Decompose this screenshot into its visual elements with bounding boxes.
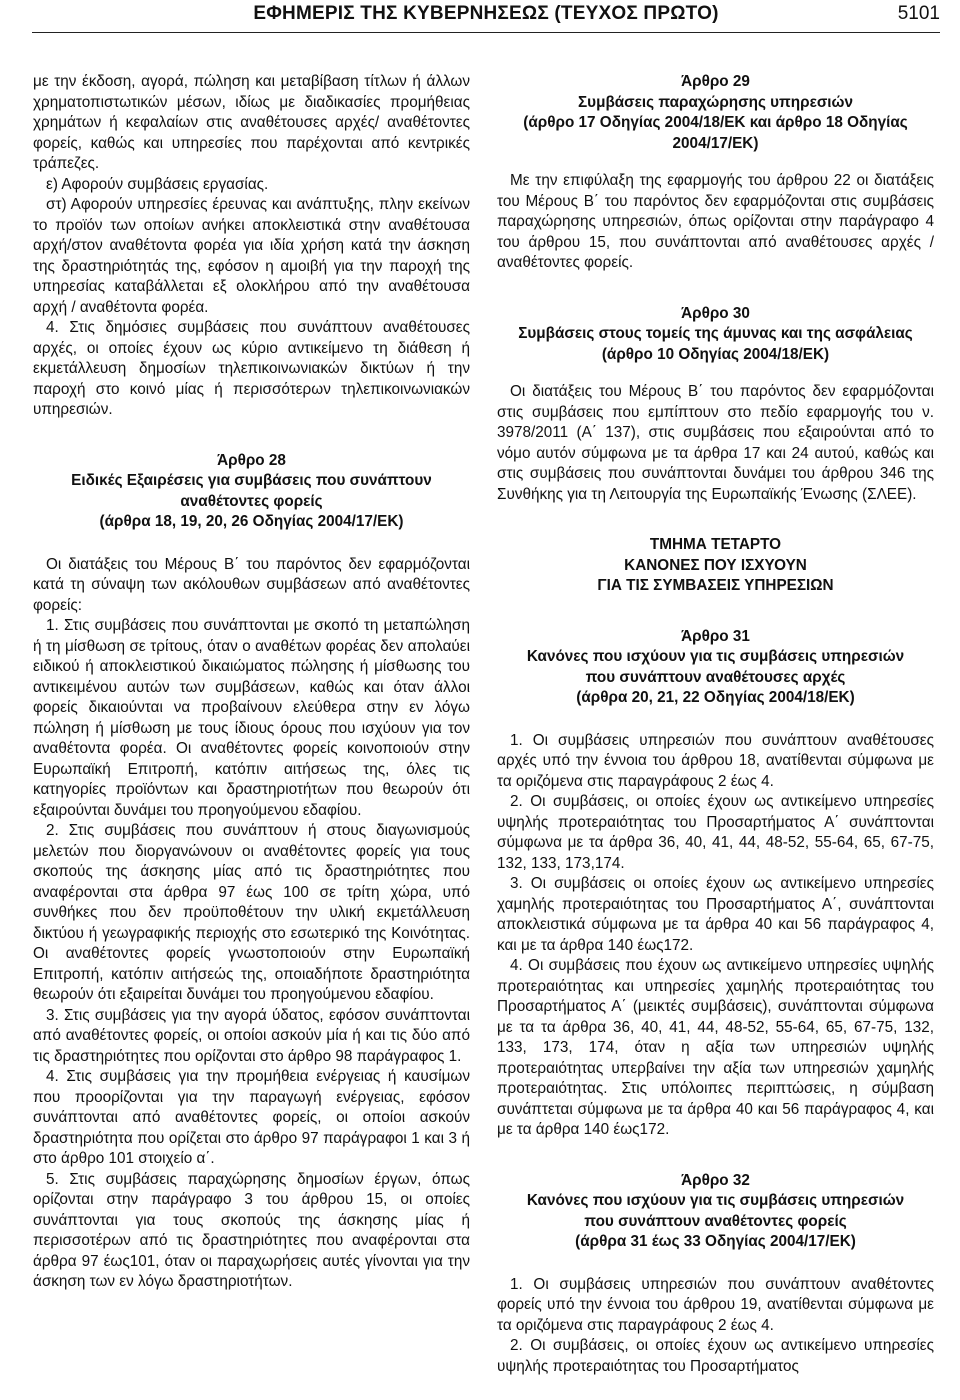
gazette-title: ΕΦΗΜΕΡΙΣ ΤΗΣ ΚΥΒΕΡΝΗΣΕΩΣ (ΤΕΥΧΟΣ ΠΡΩΤΟ) xyxy=(253,3,719,24)
article-title: Συμβάσεις παραχώρησης υπηρεσιών xyxy=(578,93,853,111)
section-title: ΓΙΑ ΤΙΣ ΣΥΜΒΑΣΕΙΣ ΥΠΗΡΕΣΙΩΝ xyxy=(597,577,834,594)
paragraph: 2. Οι συμβάσεις, οι οποίες έχουν ως αντικείμενο υπηρεσίες υψηλής προτεραιότητας του Προσαρτήματος Α΄ συνάπτονται σύμφωνα με τα άρθρα 36, 40, 41, 44, 48-52, 55-64, 65, 67-75, 132, 133, 173,174. xyxy=(497,793,934,872)
paragraph: 1. Οι συμβάσεις υπηρεσιών που συνάπτουν αναθέτουσες αρχές υπό την έννοια του άρθρου 18, ανατίθενται σύμφωνα με τα οριζόμενα στις παραγράφους 2 έως 4. xyxy=(497,731,934,790)
paragraph: 3. Οι συμβάσεις οι οποίες έχουν ως αντικείμενο υπηρεσίες χαμηλής προτεραιότητας του Προσαρτήματος Α΄, συνάπτονται αποκλειστικά σύμφωνα με τα άρθρα 40 και 56 παράγραφος 4, και με τα άρθρα 140 έως172. xyxy=(497,875,934,954)
paragraph: με την έκδοση, αγορά, πώληση και μεταβίβαση τίτλων ή άλλων χρηματοπιστωτικών μέσων, ιδίως με διαδικασίες προμήθειας χρημάτων ή κεφαλαίων στις αναθέτουσες αρχές/ αναθέτοντες φορείς, καθώς και υπηρεσίες που παρέχονται από κεντρικές τράπεζες. xyxy=(33,73,470,172)
paragraph: 1. Στις συμβάσεις που συνάπτονται με σκοπό τη μεταπώληση ή τη μίσθωση σε τρίτους, όταν ο αναθέτων φορέας δεν απολαύει ειδικού ή αποκλειστικού δικαιώματος πώλησης ή μίσθωσης του αντικειμένου αυτών των συμβάσεων, καθώς και όταν άλλοι φορείς δικαιούνται να προβαίνουν ελεύθερα στην εν λόγω πώληση ή μίσθωση με τους ίδιους όρους που ισχύουν για τον αναθέτοντα φορέα. Οι αναθέτοντες φορείς κοινοποιούν στην Ευρωπαϊκή Επιτροπή, κατόπιν αιτήσεως της, όλες τις κατηγορίες προϊόντων και δραστηριοτήτων που θεωρούν ότι εξαιρούνται δυνάμει του προηγούμενου εδαφίου. xyxy=(33,617,470,819)
article-32-heading xyxy=(497,1171,934,1253)
paragraph: Οι διατάξεις του Μέρους Β΄ του παρόντος δεν εφαρμόζονται στις συμβάσεις που εμπίπτουν στο πεδίο εφαρμογής του ν. 3978/2011 (Α΄ 137), στις συμβάσεις που εξαιρούνται από το νόμο αυτόν σύμφωνα με τα άρθρα 17 και 24 αυτού, καθώς και στις συμβάσεις που συνάπτονται δυνάμει του άρθρου 346 της Συνθήκης για τη Λειτουργία της Ευρωπαϊκής Ένωσης (ΣΛΕΕ). xyxy=(497,383,934,503)
article-number: Άρθρο 32 xyxy=(681,1171,750,1189)
page-header xyxy=(32,0,940,33)
section-heading xyxy=(497,535,934,597)
paragraph: 5. Στις συμβάσεις παραχώρησης δημοσίων έργων, όπως ορίζονται στην παράγραφο 3 του άρθρου 15, οι οποίες συνάπτονται για τους σκοπούς της άσκησης μίας ή περισσοτέρων από τις δραστηριότητες που αναφέρονται στα άρθρα 97 έως101, όταν οι παραχωρήσεις αυτές γίνονται για την άσκηση των εν λόγω δραστηριοτήτων. xyxy=(33,1170,470,1290)
article-reference: (άρθρο 17 Οδηγίας 2004/18/ΕΚ και άρθρο 18 Οδηγίας xyxy=(523,114,908,131)
article-title: που συνάπτουν αναθέτοντες φορείς xyxy=(584,1212,847,1230)
article-reference: (άρθρο 10 Οδηγίας 2004/18/ΕΚ) xyxy=(601,345,830,363)
paragraph: στ) Αφορούν υπηρεσίες έρευνας και ανάπτυξης, πλην εκείνων το προϊόν των οποίων ανήκει αποκλειστικά στην αναθέτουσα αρχή/στον αναθέτοντα φορέα για ιδία χρήση κατά την άσκηση της δραστηριότητάς της, εφόσον η αμοιβή για την παροχή της υπηρεσίας καταβάλλεται εξ ολοκλήρου από την αναθέτουσα αρχή / αναθέτοντα φορέα. xyxy=(33,196,470,316)
paragraph: 2. Οι συμβάσεις, οι οποίες έχουν ως αντικείμενο υπηρεσίες υψηλής προτεραιότητας του Προσαρτήματος xyxy=(497,1337,934,1375)
paragraph: Οι διατάξεις του Μέρους Β΄ του παρόντος δεν εφαρμόζονται κατά τη σύναψη των ακόλουθων συμβάσεων από αναθέτοντες φορείς: xyxy=(33,555,470,614)
article-29-heading xyxy=(497,72,934,154)
article-reference: (άρθρα 20, 21, 22 Οδηγίας 2004/18/ΕΚ) xyxy=(576,689,855,706)
article-number: Άρθρο 28 xyxy=(217,451,286,469)
article-28-heading xyxy=(33,451,470,533)
article-title: Ειδικές Εξαιρέσεις για συμβάσεις που συνάπτουν xyxy=(71,472,432,489)
section-title: ΤΜΗΜΑ ΤΕΤΑΡΤΟ xyxy=(649,536,782,553)
paragraph: ε) Αφορούν συμβάσεις εργασίας. xyxy=(46,175,269,193)
section-title: ΚΑΝΟΝΕΣ ΠΟΥ ΙΣΧΥΟΥΝ xyxy=(624,556,807,574)
article-title: Κανόνες που ισχύουν για τις συμβάσεις υπηρεσιών xyxy=(526,648,905,665)
article-number: Άρθρο 29 xyxy=(681,73,750,90)
paragraph: 2. Στις συμβάσεις που συνάπτουν ή στους διαγωνισμούς μελετών που διοργανώνουν οι αναθέτοντες φορείς για τους σκοπούς της άσκησης μίας από τις δραστηριότητες που αναφέρονται στα άρθρα 97 έως 100 σε τρίτη χώρα, υπό συνθήκες που δεν προϋποθέτουν την υλική εκμετάλλευση δικτύου ή γεωγραφικής περιοχής στο εσωτερικό της Κοινότητας. Οι αναθέτοντες φορείς γνωστοποιούν στην Ευρωπαϊκή Επιτροπή, κατόπιν αιτήσεώς της, οποιαδήποτε δραστηριότητα θεωρούν ότι εξαιρείται δυνάμει του προηγούμενου εδαφίου. xyxy=(33,822,470,1003)
page-number: 5101 xyxy=(897,3,940,24)
article-number: Άρθρο 31 xyxy=(681,627,750,645)
article-title: αναθέτοντες φορείς xyxy=(180,492,323,510)
right-column xyxy=(497,72,934,1377)
article-reference: (άρθρα 18, 19, 20, 26 Οδηγίας 2004/17/ΕΚ) xyxy=(99,513,404,530)
paragraph: Με την επιφύλαξη της εφαρμογής του άρθρου 22 οι διατάξεις του Μέρους Β΄ του παρόντος δεν εφαρμόζονται στις συμβάσεις παραχώρησης υπηρεσιών, όπως ορίζονται στην παράγραφο 4 του άρθρου 15, που συνάπτονται από αναθέτουσες αρχές / αναθέτοντες φορείς. xyxy=(497,172,934,271)
paragraph: 4. Οι συμβάσεις που έχουν ως αντικείμενο υπηρεσίες υψηλής προτεραιότητας και υπηρεσίες χαμηλής προτεραιότητας του Προσαρτήματος Α΄ (μεικτές συμβάσεις), συνάπτονται σύμφωνα με τα τα άρθρα 36, 40, 41, 44, 48-52, 55-64, 65, 67-75, 132, 133, 173, 174, όταν η αξία των υπηρεσιών υψηλής προτεραιότητας υπερβαίνει την αξία των υπηρεσιών χαμηλής προτεραιότητας. Στις υπόλοιπες περιπτώσεις, η σύμβαση συνάπτεται σύμφωνα με τα άρθρα 40 και 56 παράγραφος 4, και με τα άρθρα 140 έως172. xyxy=(497,957,934,1138)
article-31-heading xyxy=(497,627,934,709)
paragraph: 4. Στις συμβάσεις για την προμήθεια ενέργειας ή καυσίμων που προορίζονται για την παραγωγή ενέργειας, εφόσον συνάπτονται από αναθέτοντες φορείς, οι οποίοι ασκούν δραστηριότητα που ορίζεται στο άρθρο 97 παράγραφοι 1 και 3 ή στο άρθρο 101 στοιχείο α΄. xyxy=(33,1068,470,1167)
article-title: που συνάπτουν αναθέτουσες αρχές xyxy=(585,668,846,686)
article-number: Άρθρο 30 xyxy=(681,304,750,322)
article-title: Συμβάσεις στους τομείς της άμυνας και της ασφάλειας xyxy=(518,325,913,342)
paragraph: 4. Στις δημόσιες συμβάσεις που συνάπτουν αναθέτουσες αρχές, οι οποίες έχουν ως κύριο αντικείμενο τη διάθεση ή εκμετάλλευση δημοσίων τηλεπικοινωνιακών δικτύων ή την παροχή στο κοινό μίας ή περισσότερων τηλεπικοινωνιακών υπηρεσιών. xyxy=(33,319,470,418)
article-reference: (άρθρα 31 έως 33 Οδηγίας 2004/17/ΕΚ) xyxy=(575,1233,856,1250)
paragraph: 1. Οι συμβάσεις υπηρεσιών που συνάπτουν αναθέτοντες φορείς υπό την έννοια του άρθρου 19, ανατίθενται σύμφωνα με τα οριζόμενα στις παραγράφους 2 έως 4. xyxy=(497,1275,934,1334)
article-reference: 2004/17/ΕΚ) xyxy=(672,134,759,152)
paragraph: 3. Στις συμβάσεις για την αγορά ύδατος, εφόσον συνάπτονται από αναθέτοντες φορείς, οι οποίοι ασκούν μία ή και τις δύο από τις δραστηριότητες που ορίζονται στο άρθρο 98 παράγραφος 1. xyxy=(33,1006,470,1065)
left-column xyxy=(33,72,470,1293)
article-title: Κανόνες που ισχύουν για τις συμβάσεις υπηρεσιών xyxy=(526,1192,905,1209)
article-30-heading xyxy=(497,304,934,366)
